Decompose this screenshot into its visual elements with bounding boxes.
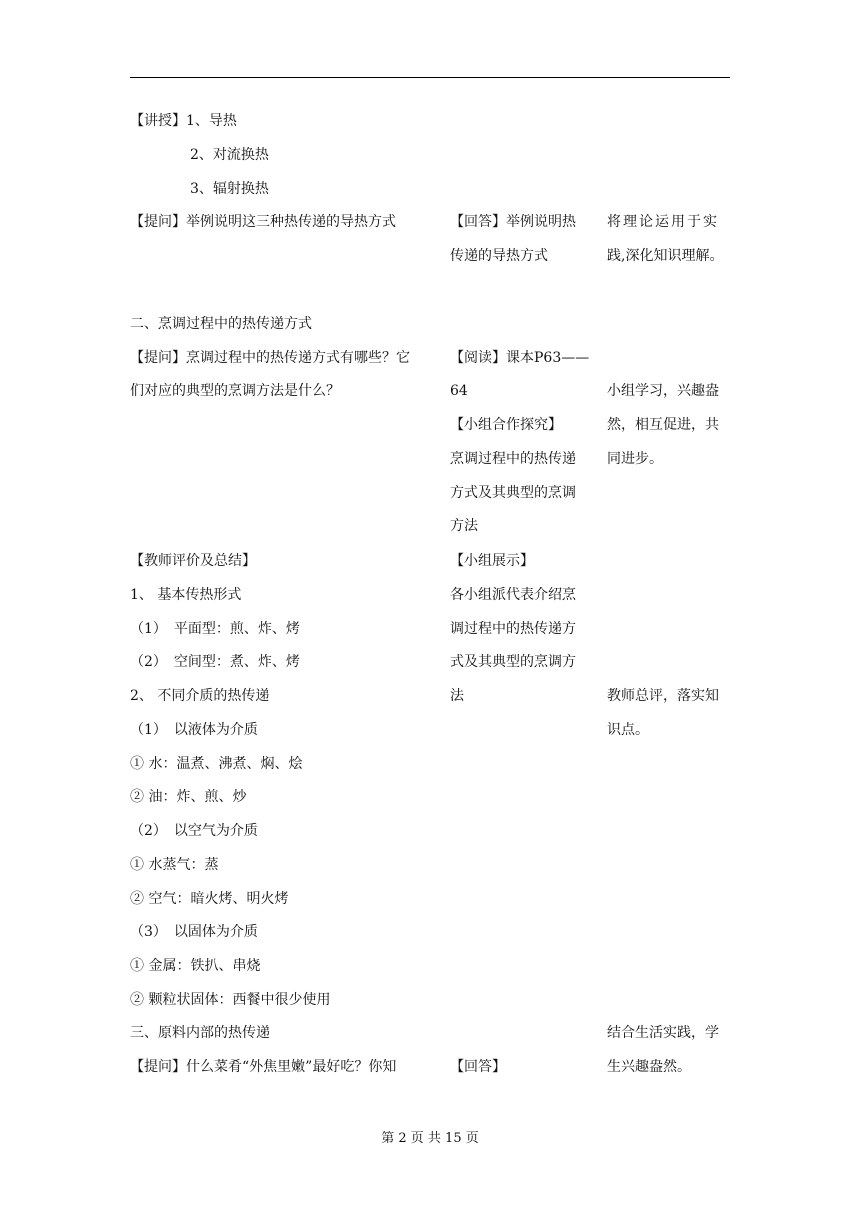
group-show-heading: 【小组展示】 <box>450 553 534 569</box>
lecture-line-2: 2、对流换热 <box>190 147 269 163</box>
summary-item-1-2: （2） 空间型：煮、炸、烤 <box>130 654 300 670</box>
group-show-line-1: 各小组派代表介绍烹 <box>450 587 576 603</box>
summary-item-2-1-a: ① 水：温煮、沸煮、焖、烩 <box>130 756 303 772</box>
group-inquiry-line-2: 方式及其典型的烹调 <box>450 485 576 501</box>
group-inquiry-line-3: 方法 <box>450 518 478 534</box>
intent-4-line-2: 生兴趣盎然。 <box>607 1059 691 1075</box>
answer-1-line-2: 传递的导热方式 <box>450 248 548 264</box>
intent-2-line-1: 小组学习，兴趣盎 <box>607 383 719 399</box>
summary-item-2: 2、 不同介质的热传递 <box>130 688 270 704</box>
question-3: 【提问】什么菜肴“外焦里嫩”最好吃？你知 <box>130 1059 397 1075</box>
intent-1-line-2: 践,深化知识理解。 <box>607 248 724 264</box>
group-show-line-2: 调过程中的热传递方 <box>450 621 576 637</box>
summary-item-1-1: （1） 平面型：煎、炸、烤 <box>130 621 300 637</box>
summary-item-2-2-b: ② 空气：暗火烤、明火烤 <box>130 891 289 907</box>
group-inquiry-heading: 【小组合作探究】 <box>450 417 562 433</box>
intent-2-line-2: 然，相互促进，共 <box>607 417 719 433</box>
intent-3-line-1: 教师总评，落实知 <box>607 688 719 704</box>
lecture-line-3: 3、辐射换热 <box>190 181 269 197</box>
summary-item-1: 1、 基本传热形式 <box>130 587 242 603</box>
page-footer: 第 2 页 共 15 页 <box>381 1131 479 1146</box>
intent-1-line-1: 将理论运用于实 <box>607 214 719 230</box>
summary-heading: 【教师评价及总结】 <box>130 553 256 569</box>
group-inquiry-line-1: 烹调过程中的热传递 <box>450 451 576 467</box>
section-heading-2: 二、烹调过程中的热传递方式 <box>130 316 312 332</box>
reading-line-1: 【阅读】课本P63—— <box>450 350 590 366</box>
intent-3-line-2: 识点。 <box>607 722 649 738</box>
question-1: 【提问】举例说明这三种热传递的导热方式 <box>130 214 396 230</box>
reading-line-2: 64 <box>450 383 468 399</box>
intent-4-line-1: 结合生活实践，学 <box>607 1025 719 1041</box>
group-show-line-3: 式及其典型的烹调方 <box>450 654 576 670</box>
summary-item-2-2: （2） 以空气为介质 <box>130 823 258 839</box>
summary-item-2-3: （3） 以固体为介质 <box>130 924 258 940</box>
answer-3: 【回答】 <box>450 1059 506 1075</box>
lecture-line-1: 【讲授】1、导热 <box>130 113 237 129</box>
summary-item-2-3-b: ② 颗粒状固体：西餐中很少使用 <box>130 992 331 1008</box>
summary-item-2-3-a: ① 金属：铁扒、串烧 <box>130 958 261 974</box>
question-2-line-2: 们对应的典型的烹调方法是什么？ <box>130 383 340 399</box>
question-2-line-1: 【提问】烹调过程中的热传递方式有哪些？它 <box>130 350 410 366</box>
intent-2-line-3: 同进步。 <box>607 451 663 467</box>
summary-item-2-2-a: ① 水蒸气：蒸 <box>130 857 219 873</box>
section-heading-3: 三、原料内部的热传递 <box>130 1025 270 1041</box>
summary-item-2-1-b: ② 油：炸、煎、炒 <box>130 789 247 805</box>
header-rule <box>130 77 730 78</box>
summary-item-2-1: （1） 以液体为介质 <box>130 722 258 738</box>
answer-1-line-1: 【回答】举例说明热 <box>450 214 576 230</box>
group-show-line-4: 法 <box>450 688 464 704</box>
